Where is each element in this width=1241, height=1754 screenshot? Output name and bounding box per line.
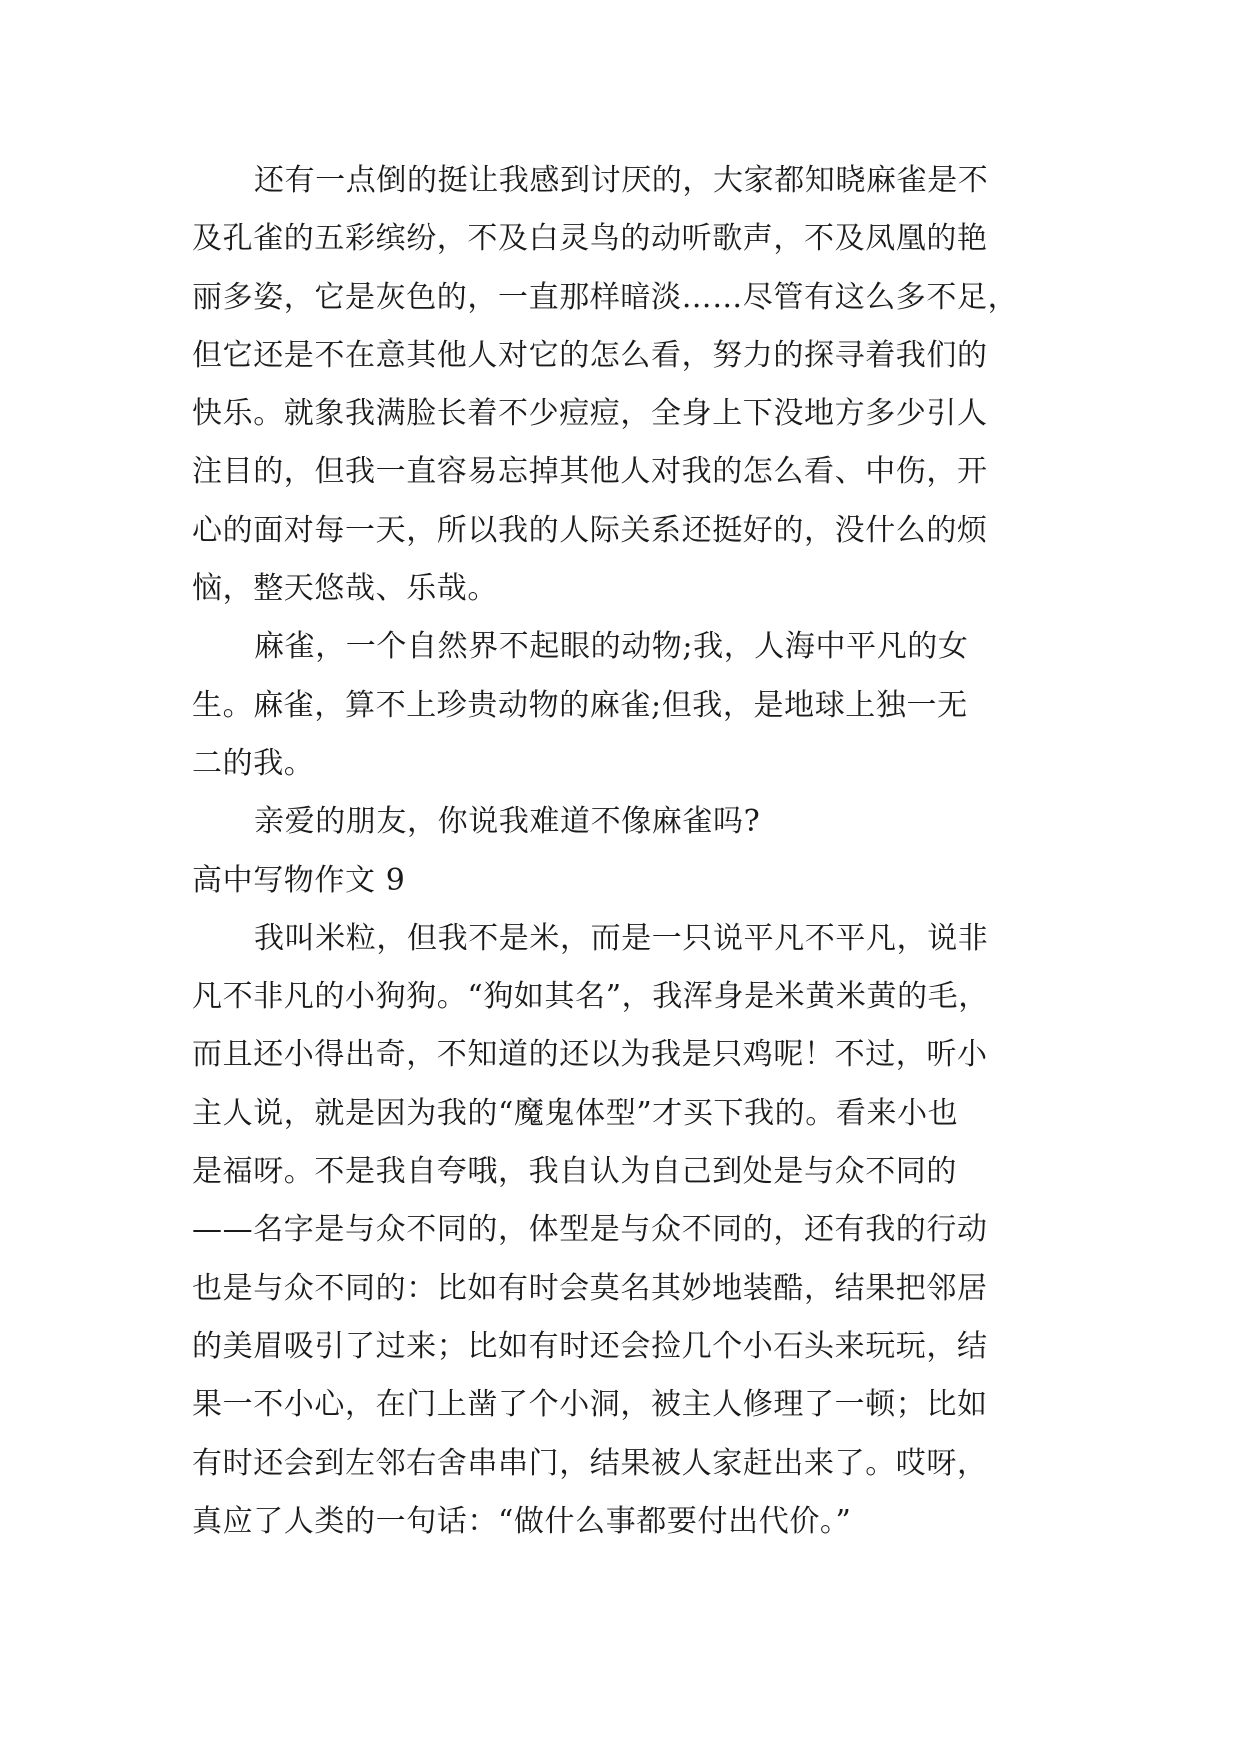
text-line: 也是与众不同的：比如有时会莫名其妙地装酷，结果把邻居 [192, 1270, 988, 1306]
text-line: 恼，整天悠哉、乐哉。 [192, 571, 498, 607]
text-line: 真应了人类的一句话：“做什么事都要付出代价。” [192, 1503, 852, 1539]
text-line: 丽多姿，它是灰色的，一直那样暗淡……尽管有这么多不足， [192, 279, 1019, 315]
paragraph [192, 152, 1052, 618]
text-line: 凡不非凡的小狗狗。“狗如其名”，我浑身是米黄米黄的毛， [192, 979, 989, 1015]
text-line: 心的面对每一天，所以我的人际关系还挺好的，没什么的烦 [192, 512, 988, 548]
text-line: 及孔雀的五彩缤纷，不及白灵鸟的动听歌声，不及凤凰的艳 [192, 221, 988, 257]
text-line: 二的我。 [192, 745, 315, 781]
paragraph [192, 793, 1052, 851]
text-line: 果一不小心，在门上凿了个小洞，被主人修理了一顿；比如 [192, 1387, 988, 1423]
text-line: 但它还是不在意其他人对它的怎么看，努力的探寻着我们的 [192, 337, 988, 373]
section-title: 高中写物作文 9 [192, 862, 406, 898]
text-line: 主人说，就是因为我的“魔鬼体型”才买下我的。看来小也 [192, 1095, 959, 1131]
text-line: 而且还小得出奇，不知道的还以为我是只鸡呢！不过，听小 [192, 1037, 988, 1073]
paragraph [192, 618, 1052, 793]
text-line: 我叫米粒，但我不是米，而是一只说平凡不平凡，说非 [254, 920, 989, 956]
paragraph [192, 910, 1052, 1551]
text-line: 快乐。就象我满脸长着不少痘痘，全身上下没地方多少引人 [192, 396, 988, 432]
text-line: ——名字是与众不同的，体型是与众不同的，还有我的行动 [192, 1212, 988, 1248]
text-line: 生。麻雀，算不上珍贵动物的麻雀;但我，是地球上独一无 [192, 687, 968, 723]
section-heading [192, 852, 1052, 910]
text-line: 有时还会到左邻右舍串串门，结果被人家赶出来了。哎呀， [192, 1445, 988, 1481]
text-line: 是福呀。不是我自夸哦，我自认为自己到处是与众不同的 [192, 1154, 957, 1190]
text-line: 还有一点倒的挺让我感到讨厌的，大家都知晓麻雀是不 [254, 163, 989, 198]
text-line: 的美眉吸引了过来；比如有时还会捡几个小石头来玩玩，结 [192, 1328, 988, 1364]
document-body [192, 152, 1052, 1551]
text-line: 注目的，但我一直容易忘掉其他人对我的怎么看、中伤，开 [192, 454, 988, 490]
text-line: 亲爱的朋友，你说我难道不像麻雀吗? [254, 804, 761, 840]
text-line: 麻雀，一个自然界不起眼的动物;我，人海中平凡的女 [254, 629, 969, 665]
